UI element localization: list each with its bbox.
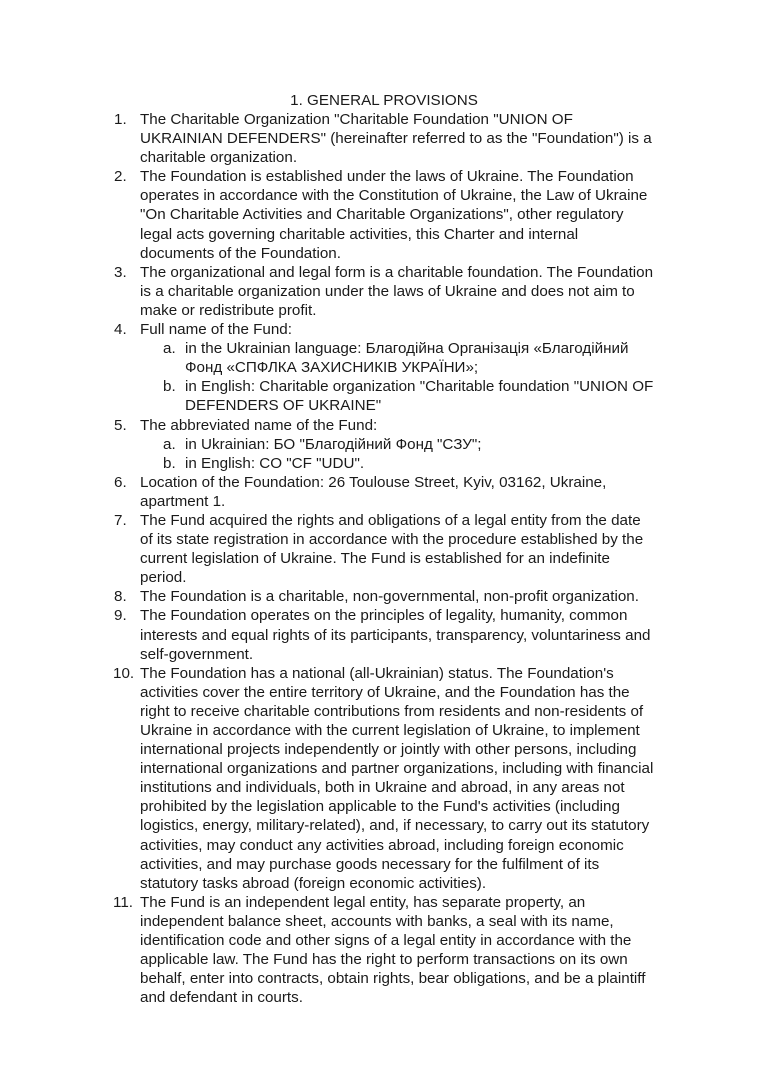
- item-text: The Charitable Organization "Charitable Foundation "UNION OF UKRAINIAN DEFENDERS" (hereinafter referred to as the "Foundation") is a charitable organization.: [140, 111, 652, 167]
- subitem-text: in the Ukrainian language: Благодійна Організація «Благодійний Фонд «СПФЛКА ЗАХИСНИКІВ УКРАЇНИ»;: [185, 340, 629, 377]
- item-text: The abbreviated name of the Fund:: [140, 416, 378, 434]
- sublist-item: [140, 454, 654, 473]
- item-text: The Foundation is a charitable, non-governmental, non-profit organization.: [140, 588, 639, 606]
- item-number: 9.: [114, 607, 127, 625]
- item-text: The Foundation has a national (all-Ukrainian) status. The Foundation's activities cover the entire territory of Ukraine, and the Foundation has the right to receive charitable contributions from residents and non-residents of Ukraine in accordance with the current legislation of Ukraine, to implement international projects independently or jointly with other persons, including international organizations and partner organizations, including with financial institutions and individuals, both in Ukraine and abroad, in any areas not prohibited by the legislation applicable to the Fund's activities (including logistics, energy, military-related), and, if necessary, to carry out its statutory activities, may conduct any activities abroad, including foreign economic activities, and may purchase goods necessary for the fulfilment of its statutory tasks abroad (foreign economic activities).: [140, 664, 654, 892]
- list-item: [114, 416, 654, 473]
- subitem-letter: a.: [163, 340, 176, 358]
- item-number: 10.: [113, 664, 135, 682]
- item-number: 5.: [114, 416, 127, 434]
- item-number: 6.: [114, 473, 127, 491]
- item-number: 2.: [114, 168, 127, 186]
- list-item: [114, 263, 654, 320]
- abbreviated-name-sublist: [140, 435, 654, 473]
- list-item: [114, 511, 654, 587]
- section-title: 1. GENERAL PROVISIONS: [290, 92, 478, 109]
- item-number: 3.: [114, 263, 127, 281]
- item-text: Full name of the Fund:: [140, 321, 292, 339]
- list-item: [114, 320, 654, 415]
- list-item: [114, 606, 654, 663]
- subitem-letter: b.: [163, 378, 176, 396]
- item-text: The Foundation is established under the laws of Ukraine. The Foundation operates in accordance with the Constitution of Ukraine, the Law of Ukraine "On Charitable Activities and Charitable Organizations", other regulatory legal acts governing charitable activities, this Charter and internal documents of the Foundation.: [140, 168, 648, 262]
- subitem-letter: b.: [163, 454, 176, 472]
- subitem-text: in Ukrainian: БО "Благодійний Фонд "СЗУ";: [185, 435, 482, 453]
- sublist-item: [140, 377, 654, 415]
- subitem-text: in English: Charitable organization "Charitable foundation "UNION OF DEFENDERS OF UKRAINE": [185, 378, 654, 415]
- item-number: 11.: [113, 893, 133, 911]
- item-text: Location of the Foundation: 26 Toulouse Street, Kyiv, 03162, Ukraine, apartment 1.: [140, 473, 607, 510]
- item-number: 7.: [114, 511, 127, 529]
- list-item: [114, 167, 654, 262]
- list-item: [114, 587, 654, 606]
- full-name-sublist: [140, 339, 654, 415]
- list-item: [114, 664, 654, 893]
- sublist-item: [140, 339, 654, 377]
- list-item: [114, 473, 654, 511]
- item-text: The organizational and legal form is a charitable foundation. The Foundation is a charitable organization under the laws of Ukraine and does not aim to make or redistribute profit.: [140, 263, 654, 319]
- item-number: 1.: [114, 111, 127, 128]
- list-item: [114, 893, 654, 1008]
- item-number: 4.: [114, 321, 127, 339]
- item-number: 8.: [114, 588, 127, 606]
- list-item: [114, 110, 654, 167]
- subitem-letter: a.: [163, 435, 176, 453]
- item-text: The Fund acquired the rights and obligations of a legal entity from the date of its state registration in accordance with the procedure established by the current legislation of Ukraine. The Fund is established for an indefinite period.: [140, 511, 644, 587]
- item-text: The Foundation operates on the principles of legality, humanity, common interests and equal rights of its participants, transparency, voluntariness and self-government.: [140, 607, 651, 663]
- subitem-text: in English: CO "CF "UDU".: [185, 454, 365, 472]
- provisions-list: [114, 110, 654, 1007]
- sublist-item: [140, 435, 654, 454]
- item-text: The Fund is an independent legal entity, has separate property, an independent balance sheet, accounts with banks, a seal with its name, identification code and other signs of a legal entity in accordance with the applicable law. The Fund has the right to perform transactions on its own behalf, enter into contracts, obtain rights, bear obligations, and be a plaintiff and defendant in courts.: [140, 893, 646, 1007]
